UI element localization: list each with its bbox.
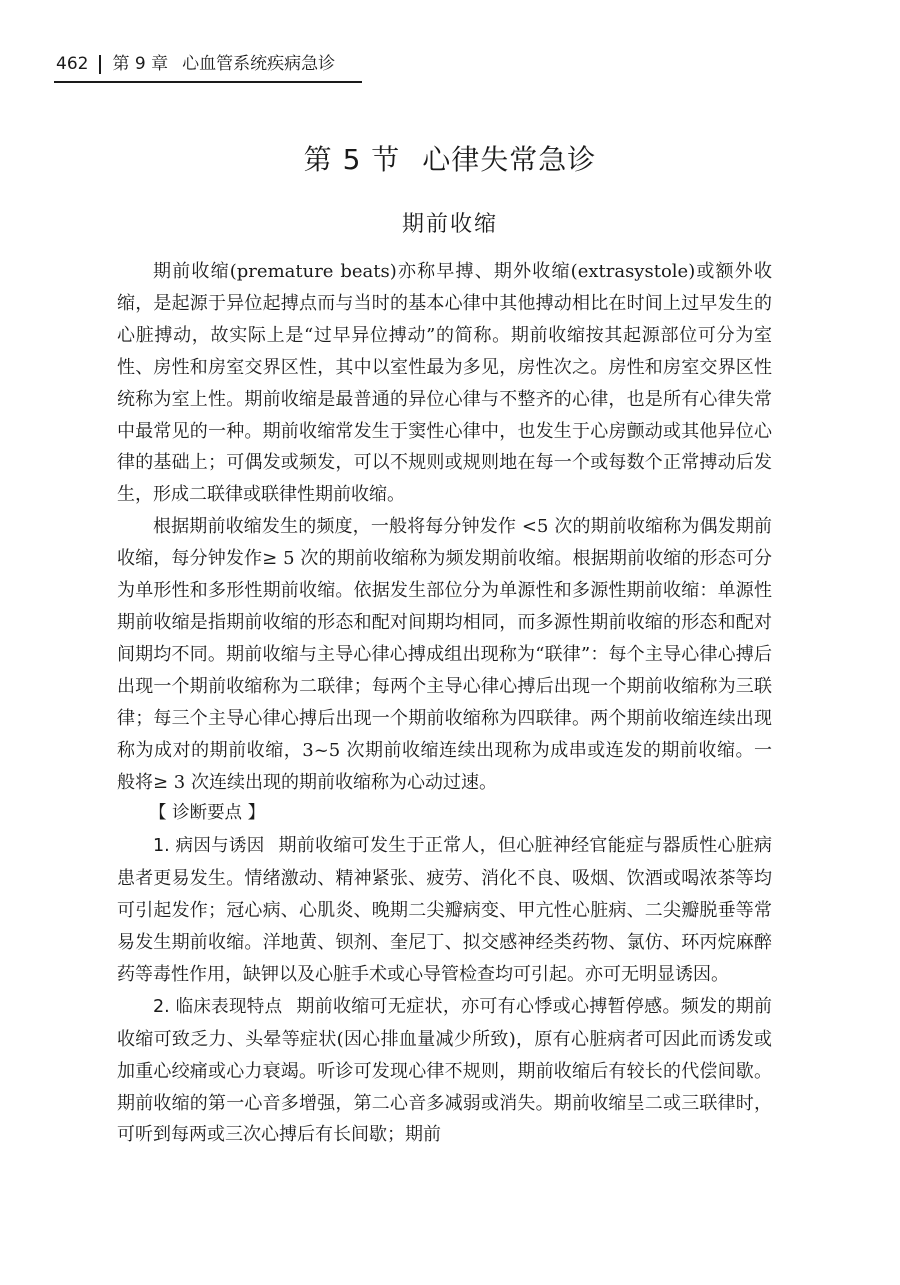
item-etiology-text: 期前收缩可发生于正常人，但心脏神经官能症与器质性心脏病患者更易发生。情绪激动、精神紧张、疲劳、消化不良、吸烟、饮酒或喝浓茶等均可引起发作；冠心病、心肌炎、晚期二尖瓣病变、甲亢性心脏病、二尖瓣脱垂等常易发生期前收缩。洋地黄、钡剂、奎尼丁、拟交感神经类药物、氯仿、环丙烷麻醉药等毒性作用，缺钾以及心脏手术或心导管检查均可引起。亦可无明显诱因。 bbox=[117, 835, 773, 985]
item-clinical bbox=[117, 991, 772, 1152]
section-title: 心律失常急诊 bbox=[422, 143, 597, 176]
header-separator bbox=[99, 55, 101, 74]
running-header bbox=[56, 52, 335, 76]
paragraph-definition: 期前收缩(premature beats)亦称早搏、期外收缩(extrasystole)或额外收缩，是起源于异位起搏点而与当时的基本心律中其他搏动相比在时间上过早发生的心脏搏动，故实际上是“过早异位搏动”的简称。期前收缩按其起源部位可分为室性、房性和房室交界区性，其中以室性最为多见，房性次之。房性和房室交界区性统称为室上性。期前收缩是最普通的异位心律与不整齐的心律，也是所有心律失常中最常见的一种。期前收缩常发生于窦性心律中，也发生于心房颤动或其他异位心律的基础上；可偶发或频发，可以不规则或规则地在每一个或每数个正常搏动后发生，形成二联律或联律性期前收缩。 bbox=[117, 261, 772, 506]
page-number: 462 bbox=[56, 54, 89, 74]
item-etiology-title: 1. 病因与诱因 bbox=[153, 836, 265, 857]
paragraph-classification: 根据期前收缩发生的频度，一般将每分钟发作 <5 次的期前收缩称为偶发期前收缩，每分钟发作≥ 5 次的期前收缩称为频发期前收缩。根据期前收缩的形态可分为单形性和多形性期前收缩。依据发生部位分为单源性和多源性期前收缩：单源性期前收缩是指期前收缩的形态和配对间期均相同，而多源性期前收缩的形态和配对间期均不同。期前收缩与主导心律心搏成组出现称为“联律”：每个主导心律心搏后出现一个期前收缩称为二联律；每两个主导心律心搏后出现一个期前收缩称为三联律；每三个主导心律心搏后出现一个期前收缩称为四联律。两个期前收缩连续出现称为成对的期前收缩，3~5 次期前收缩连续出现称为成串或连发的期前收缩。一般将≥ 3 次连续出现的期前收缩称为心动过速。 bbox=[117, 516, 772, 793]
item-etiology bbox=[117, 830, 772, 991]
body-text bbox=[117, 256, 772, 1151]
header-rule bbox=[54, 81, 362, 83]
chapter-label: 第 9 章 bbox=[112, 54, 169, 74]
item-clinical-title: 2. 临床表现特点 bbox=[153, 996, 283, 1017]
subsection-title: 期前收缩 bbox=[401, 212, 498, 237]
section-heading bbox=[0, 142, 900, 178]
key-points-label: 【 诊断要点 】 bbox=[149, 803, 266, 824]
section-number: 第 5 节 bbox=[303, 143, 401, 176]
item-clinical-text: 期前收缩可无症状，亦可有心悸或心搏暂停感。频发的期前收缩可致乏力、头晕等症状(因心排血量减少所致)，原有心脏病者可因此而诱发或加重心绞痛或心力衰竭。听诊可发现心律不规则，期前收缩后有较长的代偿间歇。期前收缩的第一心音多增强，第二心音多减弱或消失。期前收缩呈二或三联律时，可听到每两或三次心搏后有长间歇；期前 bbox=[117, 995, 772, 1146]
chapter-title: 心血管系统疾病急诊 bbox=[182, 54, 336, 74]
